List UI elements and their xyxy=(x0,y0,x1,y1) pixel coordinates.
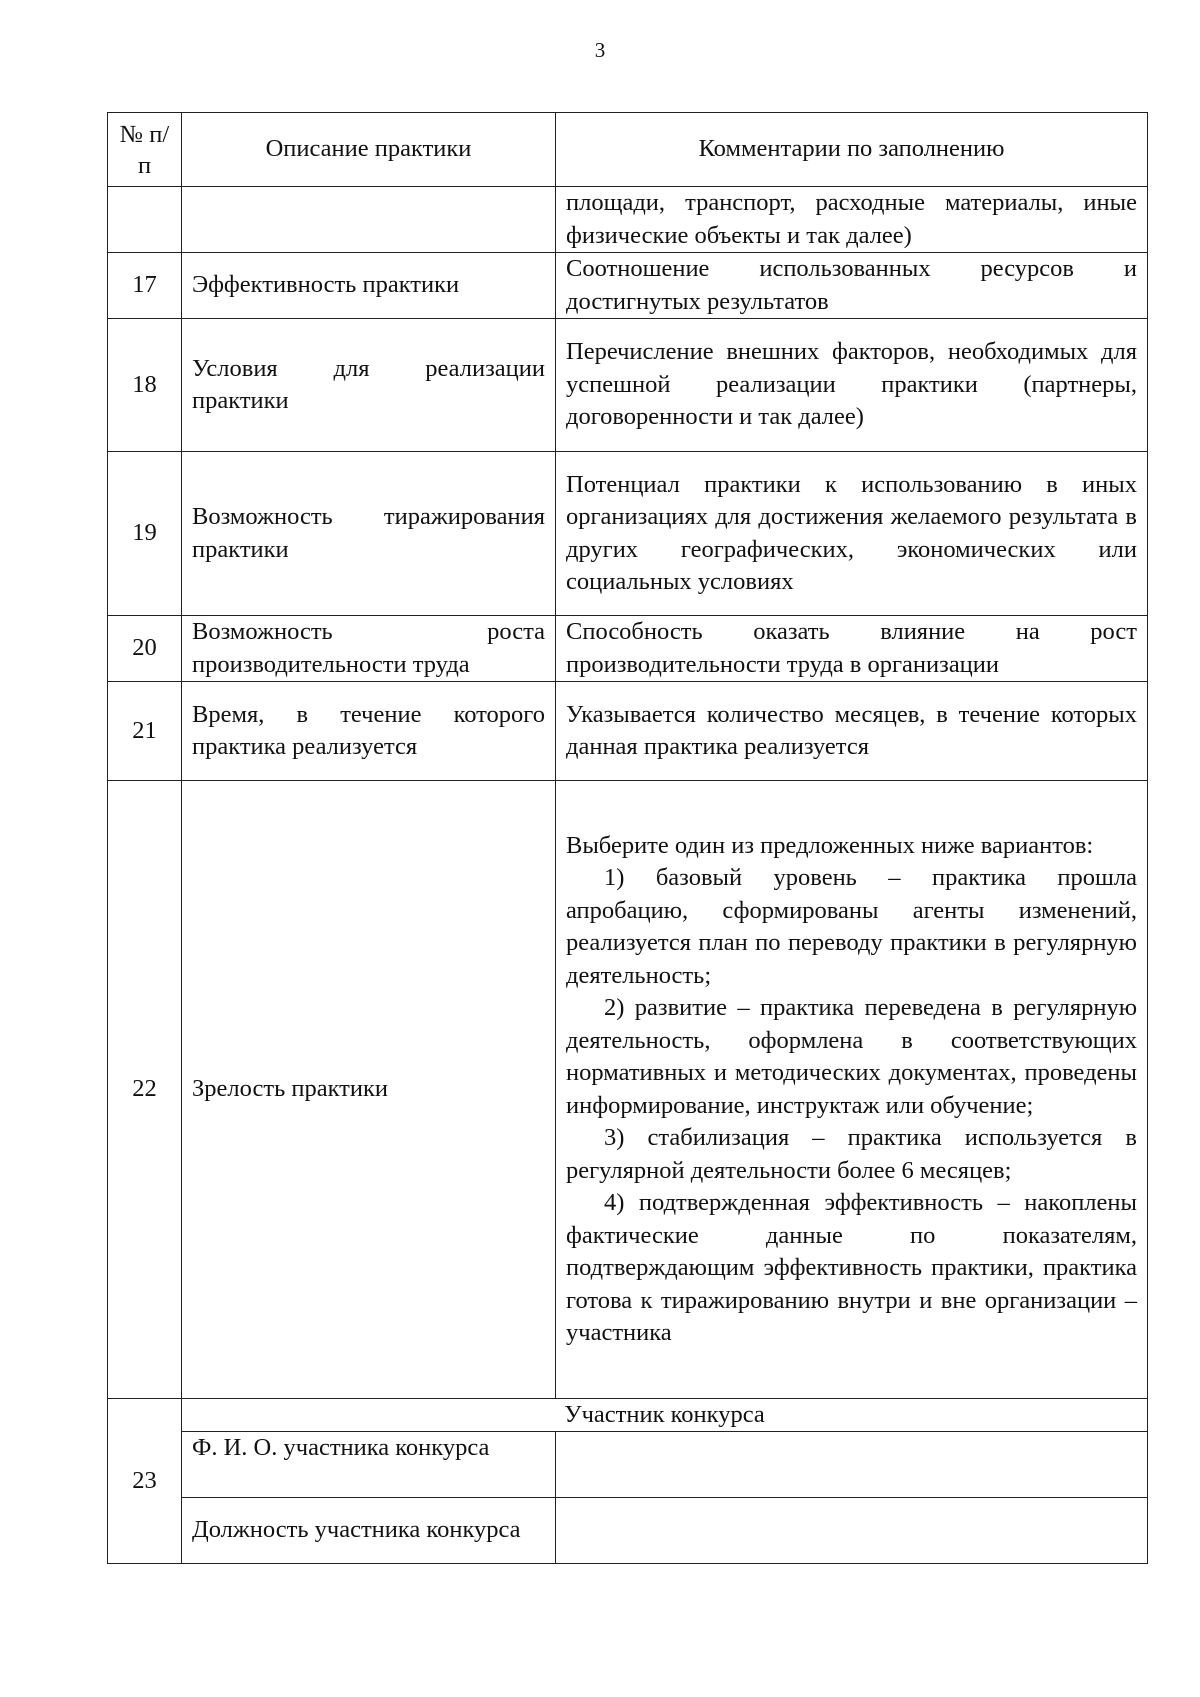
table-header-row xyxy=(108,113,1148,187)
maturity-option-2: 2) развитие – практика переведена в регулярную деятельность, оформлена в соответствующих нормативных и методических документах, проведены информирование, инструктаж или обучение; xyxy=(566,994,1137,1119)
table-row xyxy=(108,187,1148,253)
row-number xyxy=(108,187,182,253)
participant-position-value[interactable] xyxy=(556,1498,1148,1564)
participant-field-row xyxy=(108,1432,1148,1498)
participant-name-label: Ф. И. О. участника конкурса xyxy=(182,1432,556,1498)
row-description: Эффективность практики xyxy=(182,253,556,319)
comment-paragraph: Способность оказать влияние на рост производительности труда в организации xyxy=(566,618,1137,678)
row-number: 18 xyxy=(108,319,182,452)
table-row xyxy=(108,781,1148,1399)
table-row xyxy=(108,253,1148,319)
maturity-option-3: 3) стабилизация – практика используется в регулярной деятельности более 6 месяцев; xyxy=(566,1124,1137,1184)
participant-field-row xyxy=(108,1498,1148,1564)
table-row xyxy=(108,682,1148,781)
comment-paragraph: площади, транспорт, расходные материалы, иные физические объекты и так далее) xyxy=(566,189,1137,249)
table-row xyxy=(108,452,1148,616)
row-number: 20 xyxy=(108,616,182,682)
row-description: Возможность роста производительности труда xyxy=(182,616,556,682)
row-number: 22 xyxy=(108,781,182,1399)
maturity-option-4: 4) подтвержденная эффективность – накоплены фактические данные по показателям, подтверждающим эффективность практики, практика готова к тиражированию внутри и вне организации – участника xyxy=(566,1189,1137,1346)
comment-paragraph: Перечисление внешних факторов, необходимых для успешной реализации практики (партнеры, договоренности и так далее) xyxy=(566,338,1137,431)
row-comments xyxy=(556,781,1148,1399)
row-comments xyxy=(556,682,1148,781)
maturity-option-1: 1) базовый уровень – практика прошла апробацию, сформированы агенты изменений, реализуется план по переводу практики в регулярную деятельность; xyxy=(566,864,1137,989)
comment-paragraph: Указывается количество месяцев, в течение которых данная практика реализуется xyxy=(566,700,1137,760)
participant-name-value[interactable] xyxy=(556,1432,1148,1498)
participant-position-label: Должность участника конкурса xyxy=(182,1498,556,1564)
row-number: 23 xyxy=(108,1399,182,1564)
row-comments xyxy=(556,187,1148,253)
header-description: Описание практики xyxy=(182,113,556,187)
comment-paragraph: Выберите один из предложенных ниже вариантов: xyxy=(566,831,1094,859)
header-number: № п/п xyxy=(108,113,182,187)
table-row xyxy=(108,319,1148,452)
header-comments: Комментарии по заполнению xyxy=(556,113,1148,187)
row-description xyxy=(182,187,556,253)
row-comments xyxy=(556,253,1148,319)
row-description: Условия для реализации практики xyxy=(182,319,556,452)
row-number: 17 xyxy=(108,253,182,319)
row-comments xyxy=(556,319,1148,452)
row-comments xyxy=(556,616,1148,682)
comment-paragraph: Соотношение использованных ресурсов и достигнутых результатов xyxy=(566,255,1137,315)
row-number: 19 xyxy=(108,452,182,616)
comment-paragraph: Потенциал практики к использованию в иных организациях для достижения желаемого результата в других географических, экономических или социальных условиях xyxy=(566,470,1137,595)
row-description: Зрелость практики xyxy=(182,781,556,1399)
page-number: 3 xyxy=(594,38,606,62)
participant-section-title: Участник конкурса xyxy=(182,1399,1148,1432)
row-description: Время, в течение которого практика реализуется xyxy=(182,682,556,781)
row-comments xyxy=(556,452,1148,616)
row-description: Возможность тиражирования практики xyxy=(182,452,556,616)
table-row xyxy=(108,616,1148,682)
row-number: 21 xyxy=(108,682,182,781)
practice-description-table xyxy=(107,112,1148,1564)
participant-header-row xyxy=(108,1399,1148,1432)
